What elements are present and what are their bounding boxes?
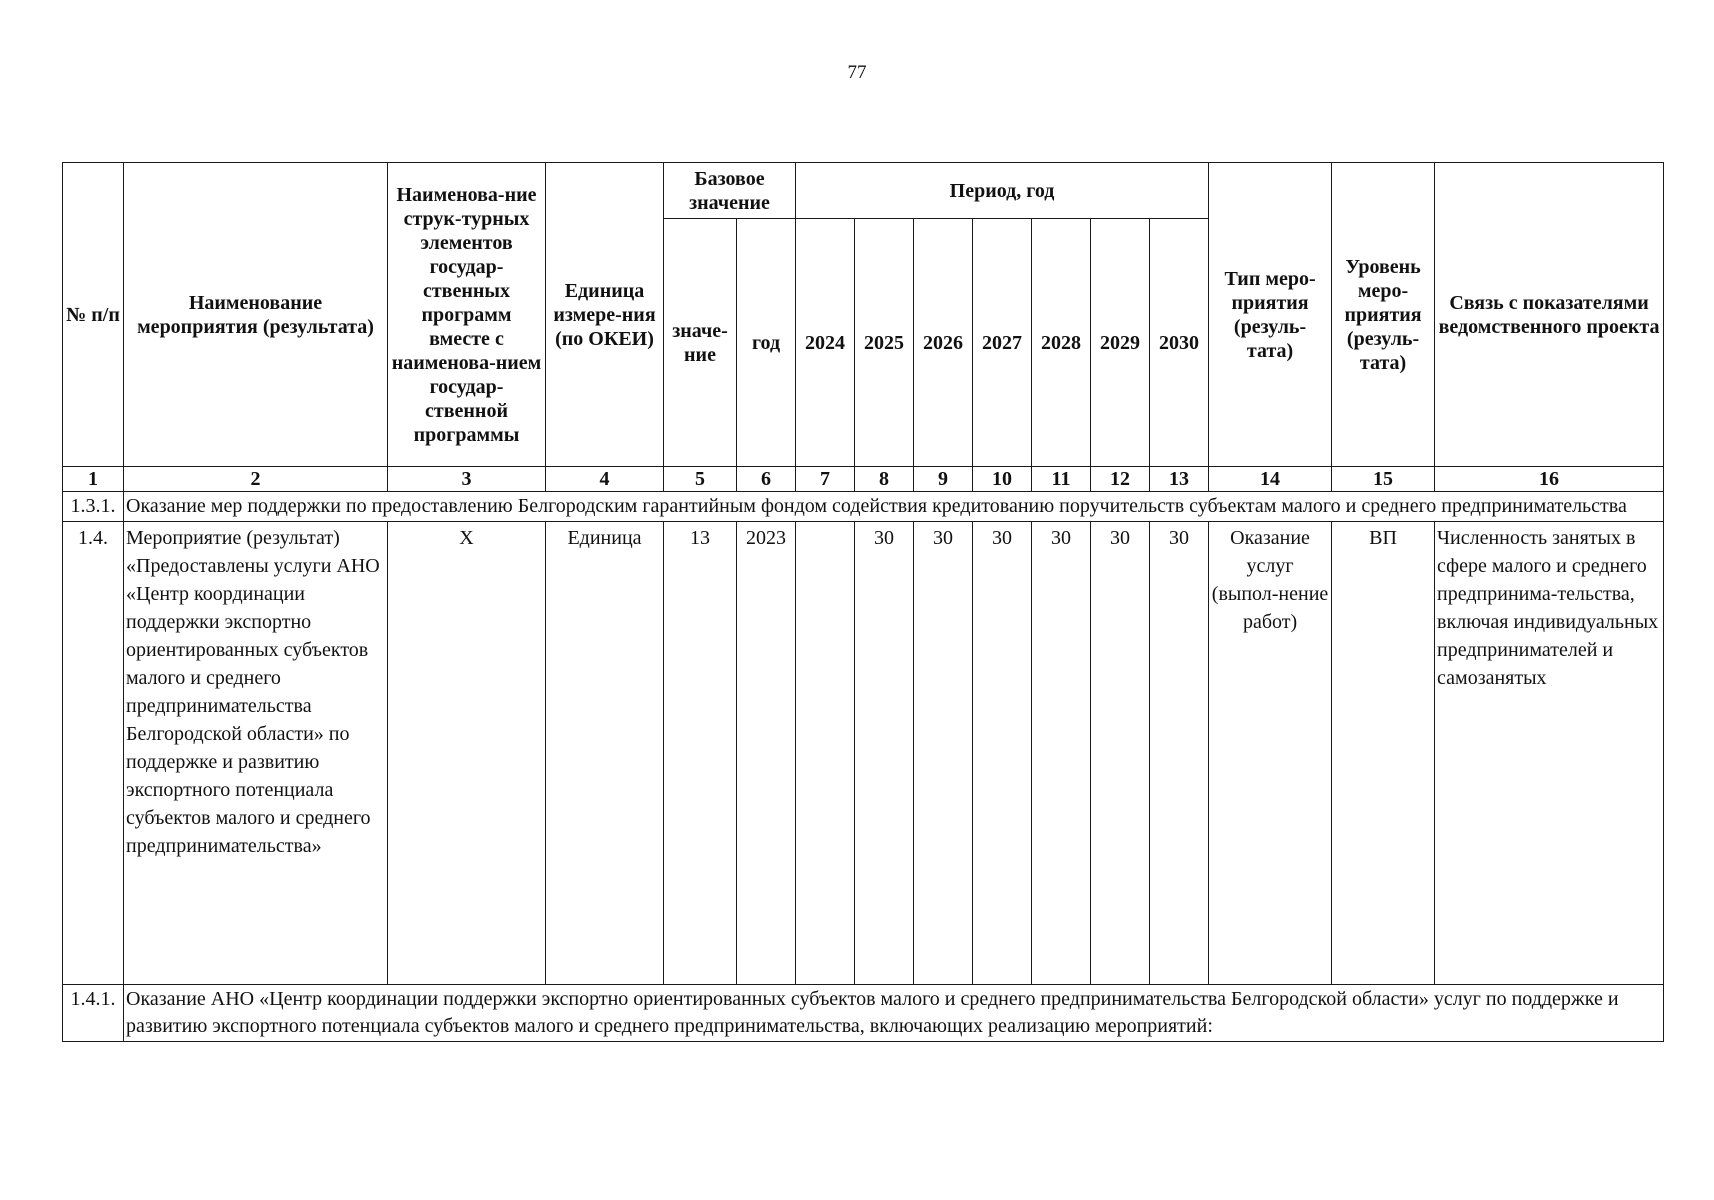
section-text: Оказание АНО «Центр координации поддержки экспортно ориентированных субъектов малого и среднего предпринимательства Белгородской области» услуг по поддержке и развитию экспортного потенциала субъектов малого и среднего предпринимательства, включающих реализацию мероприятий: [124,985,1664,1042]
column-number: 9 [914,467,973,492]
column-number: 11 [1032,467,1091,492]
year-2027-cell: 30 [973,522,1032,985]
column-number: 14 [1209,467,1332,492]
unit-cell: Единица [546,522,664,985]
column-number-row [63,467,1664,492]
header-unit: Единица измере-ния (по ОКЕИ) [546,163,664,467]
header-year-2024: 2024 [796,219,855,467]
base-year-cell: 2023 [737,522,796,985]
section-text: Оказание мер поддержки по предоставлению Белгородским гарантийным фондом содействия кредитованию поручительств субъектам малого и среднего предпринимательства [124,492,1664,522]
year-2028-cell: 30 [1032,522,1091,985]
header-year-2028: 2028 [1032,219,1091,467]
header-year-2026: 2026 [914,219,973,467]
measure-type-cell: Оказание услуг (выпол-нение работ) [1209,522,1332,985]
measures-table [62,162,1664,1042]
column-number: 10 [973,467,1032,492]
column-number: 8 [855,467,914,492]
header-year-2030: 2030 [1150,219,1209,467]
header-row-1 [63,163,1664,219]
year-2024-cell [796,522,855,985]
header-year-2027: 2027 [973,219,1032,467]
section-number: 1.4.1. [63,985,124,1042]
header-indicator-link: Связь с показателями ведомственного проекта [1435,163,1664,467]
section-number: 1.3.1. [63,492,124,522]
measure-level-cell: ВП [1332,522,1435,985]
header-measure-name: Наименование мероприятия (результата) [124,163,388,467]
header-base-value: Базовое значение [664,163,796,219]
column-number: 1 [63,467,124,492]
header-year-2029: 2029 [1091,219,1150,467]
header-period: Период, год [796,163,1209,219]
column-number: 6 [737,467,796,492]
measure-name: Мероприятие (результат) «Предоставлены услуги АНО «Центр координации поддержки экспортно ориентированных субъектов малого и среднего предпринимательства Белгородской области» по поддержке и развитию экспортного потенциала субъектов малого и среднего предпринимательства» [124,522,388,985]
header-year-2025: 2025 [855,219,914,467]
page-number: 77 [847,62,867,83]
header-measure-type: Тип меро-приятия (резуль-тата) [1209,163,1332,467]
column-number: 12 [1091,467,1150,492]
header-structural-elements: Наименова-ние струк-турных элементов государ-ственных программ вместе с наименова-нием государ-ственной программы [388,163,546,467]
indicator-link-cell: Численность занятых в сфере малого и среднего предпринима-тельства, включая индивидуальных предпринимателей и самозанятых [1435,522,1664,985]
structural-elements-cell: X [388,522,546,985]
year-2030-cell: 30 [1150,522,1209,985]
year-2025-cell: 30 [855,522,914,985]
column-number: 16 [1435,467,1664,492]
section-row-1-3-1 [63,492,1664,522]
measure-row-1-4 [63,522,1664,985]
header-base-value-value: значе-ние [664,219,737,467]
measure-number: 1.4. [63,522,124,985]
year-2029-cell: 30 [1091,522,1150,985]
column-number: 2 [124,467,388,492]
column-number: 5 [664,467,737,492]
column-number: 13 [1150,467,1209,492]
column-number: 4 [546,467,664,492]
header-base-value-year: год [737,219,796,467]
header-measure-level: Уровень меро-приятия (резуль-тата) [1332,163,1435,467]
year-2026-cell: 30 [914,522,973,985]
header-number: № п/п [63,163,124,467]
section-row-1-4-1 [63,985,1664,1042]
column-number: 3 [388,467,546,492]
column-number: 7 [796,467,855,492]
base-value-cell: 13 [664,522,737,985]
column-number: 15 [1332,467,1435,492]
